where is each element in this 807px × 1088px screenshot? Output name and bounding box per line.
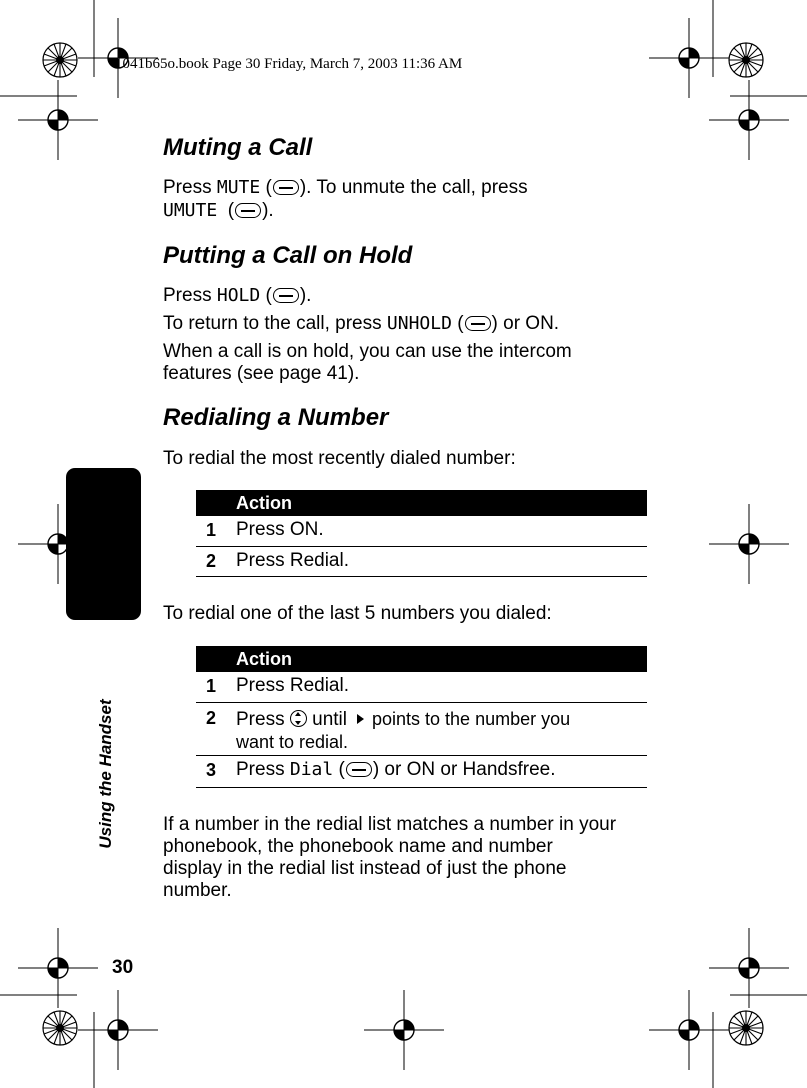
action-table-2 (196, 646, 647, 788)
hold-heading: Putting a Call on Hold (163, 242, 413, 269)
redial-note-line3: display in the redial list instead of just the phone (163, 858, 567, 879)
file-info-header: 1041b65o.book Page 30 Friday, March 7, 2003 11:36 AM (115, 56, 463, 72)
registration-mark-icon (649, 18, 729, 98)
redial-note-line1: If a number in the redial list matches a number in your (163, 814, 617, 835)
table-header: Action (196, 490, 647, 516)
mute-label: MUTE (216, 177, 261, 198)
hold-text-line2: To return to the call, press UNHOLD ( ) or ON. (163, 313, 560, 334)
hold-text-line1: Press HOLD ( ). (163, 285, 312, 306)
registration-mark-icon (18, 80, 98, 160)
dial-label: Dial (289, 759, 334, 780)
muting-text-line2: UMUTE ( ). (163, 200, 274, 221)
hold-info-line2: features (see page 41). (163, 363, 360, 384)
nav-key-icon (290, 710, 307, 727)
hold-info-line1: When a call is on hold, you can use the intercom (163, 341, 572, 362)
table-row: 2 Press Redial. (196, 547, 647, 577)
registration-mark-icon (649, 990, 729, 1070)
starburst-mark-icon (43, 1011, 77, 1045)
registration-mark-icon (709, 504, 789, 584)
registration-mark-icon (709, 80, 789, 160)
umute-label: UMUTE (163, 200, 218, 221)
soft-key-icon (273, 288, 299, 303)
starburst-mark-icon (729, 1011, 763, 1045)
registration-mark-icon (364, 990, 444, 1070)
registration-mark-icon (709, 928, 789, 1008)
registration-mark-icon (78, 990, 158, 1070)
table-row: 3 Press Dial ( ) or ON or Handsfree. (196, 756, 647, 788)
table-header: Action (196, 646, 647, 672)
action-table-1 (196, 490, 647, 577)
page-number: 30 (112, 957, 134, 978)
redial-heading: Redialing a Number (163, 404, 389, 431)
redial-intro-2: To redial one of the last 5 numbers you dialed: (163, 603, 552, 624)
soft-key-icon (346, 762, 372, 777)
hold-label: HOLD (216, 285, 261, 306)
registration-mark-icon (18, 928, 98, 1008)
table-row: 1 Press ON. (196, 516, 647, 547)
table-row: 1 Press Redial. (196, 672, 647, 703)
table-row: 2 Press until points to the number you want to redial. (196, 703, 647, 756)
starburst-mark-icon (729, 43, 763, 77)
muting-text-line1: Press MUTE ( ). To unmute the call, press (163, 177, 528, 198)
redial-intro-1: To redial the most recently dialed number: (163, 448, 516, 469)
redial-note-line4: number. (163, 880, 232, 901)
redial-note-line2: phonebook, the phonebook name and number (163, 836, 553, 857)
section-tab (66, 468, 141, 620)
soft-key-icon (235, 203, 261, 218)
soft-key-icon (273, 180, 299, 195)
starburst-mark-icon (43, 43, 77, 77)
unhold-label: UNHOLD (386, 313, 452, 334)
muting-heading: Muting a Call (163, 134, 313, 161)
pointer-arrow-icon (357, 714, 364, 724)
soft-key-icon (465, 316, 491, 331)
